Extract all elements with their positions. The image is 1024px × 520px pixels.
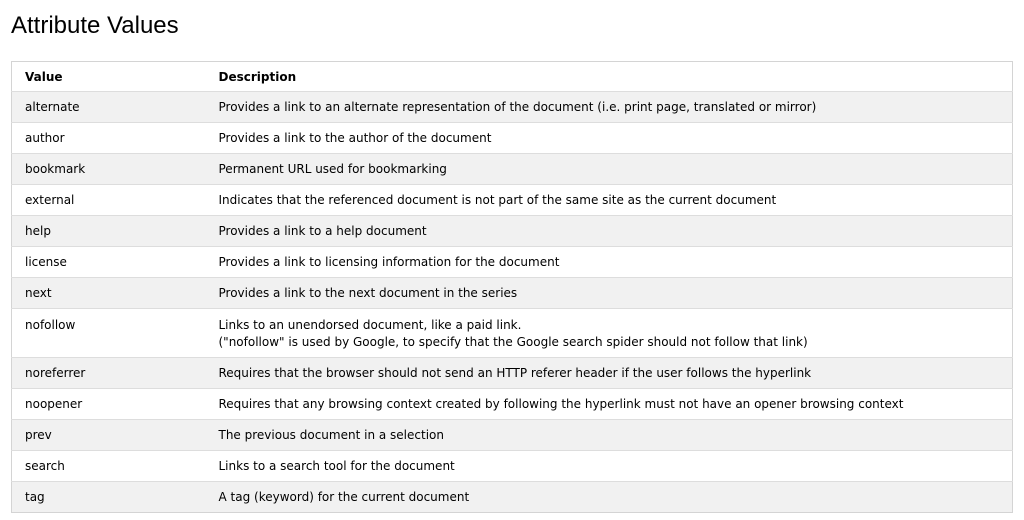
cell-value: noreferrer [12,358,206,389]
table-body [12,92,1013,513]
cell-description [206,278,1013,309]
attribute-values-table [11,61,1013,513]
cell-description [206,420,1013,451]
cell-description [206,185,1013,216]
cell-value: next [12,278,206,309]
cell-value: noopener [12,389,206,420]
cell-description [206,482,1013,513]
table-header-row [12,62,1013,92]
description-line: Links to a search tool for the document [218,459,455,473]
table-row [12,278,1013,309]
description-line: Provides a link to a help document [218,224,427,238]
cell-description [206,451,1013,482]
table-row [12,389,1013,420]
description-line: Requires that the browser should not send an HTTP referer header if the user follows the hyperlink [218,366,812,380]
cell-description [206,92,1013,123]
cell-value: bookmark [12,154,206,185]
description-line: Provides a link to the author of the document [218,131,492,145]
cell-description [206,389,1013,420]
description-line: A tag (keyword) for the current document [218,490,470,504]
description-line: Provides a link to an alternate representation of the document (i.e. print page, translated or mirror) [218,100,817,114]
cell-description [206,154,1013,185]
table-row [12,92,1013,123]
cell-description [206,123,1013,154]
cell-description [206,216,1013,247]
table-row [12,420,1013,451]
description-line: Requires that any browsing context created by following the hyperlink must not have an opener browsing context [218,397,904,411]
header-description: Description [206,62,1013,92]
header-value: Value [12,62,206,92]
cell-value: prev [12,420,206,451]
table-row [12,358,1013,389]
cell-value: nofollow [12,309,206,358]
cell-value: license [12,247,206,278]
page-title: Attribute Values [11,12,179,39]
description-line: ("nofollow" is used by Google, to specify that the Google search spider should not follow that link) [218,335,808,349]
cell-value: tag [12,482,206,513]
description-line: Links to an unendorsed document, like a paid link. [218,318,522,332]
cell-value: author [12,123,206,154]
table-row [12,185,1013,216]
cell-description [206,309,1013,358]
cell-value: help [12,216,206,247]
cell-description [206,358,1013,389]
table-row [12,216,1013,247]
table-row [12,247,1013,278]
table-row [12,451,1013,482]
cell-description [206,247,1013,278]
table-row [12,123,1013,154]
description-line: The previous document in a selection [218,428,444,442]
table-row [12,154,1013,185]
description-line: Indicates that the referenced document is not part of the same site as the current document [218,193,777,207]
cell-value: external [12,185,206,216]
cell-value: search [12,451,206,482]
table-row [12,309,1013,358]
cell-value: alternate [12,92,206,123]
description-line: Provides a link to licensing information for the document [218,255,560,269]
table-row [12,482,1013,513]
description-line: Provides a link to the next document in the series [218,286,518,300]
description-line: Permanent URL used for bookmarking [218,162,447,176]
